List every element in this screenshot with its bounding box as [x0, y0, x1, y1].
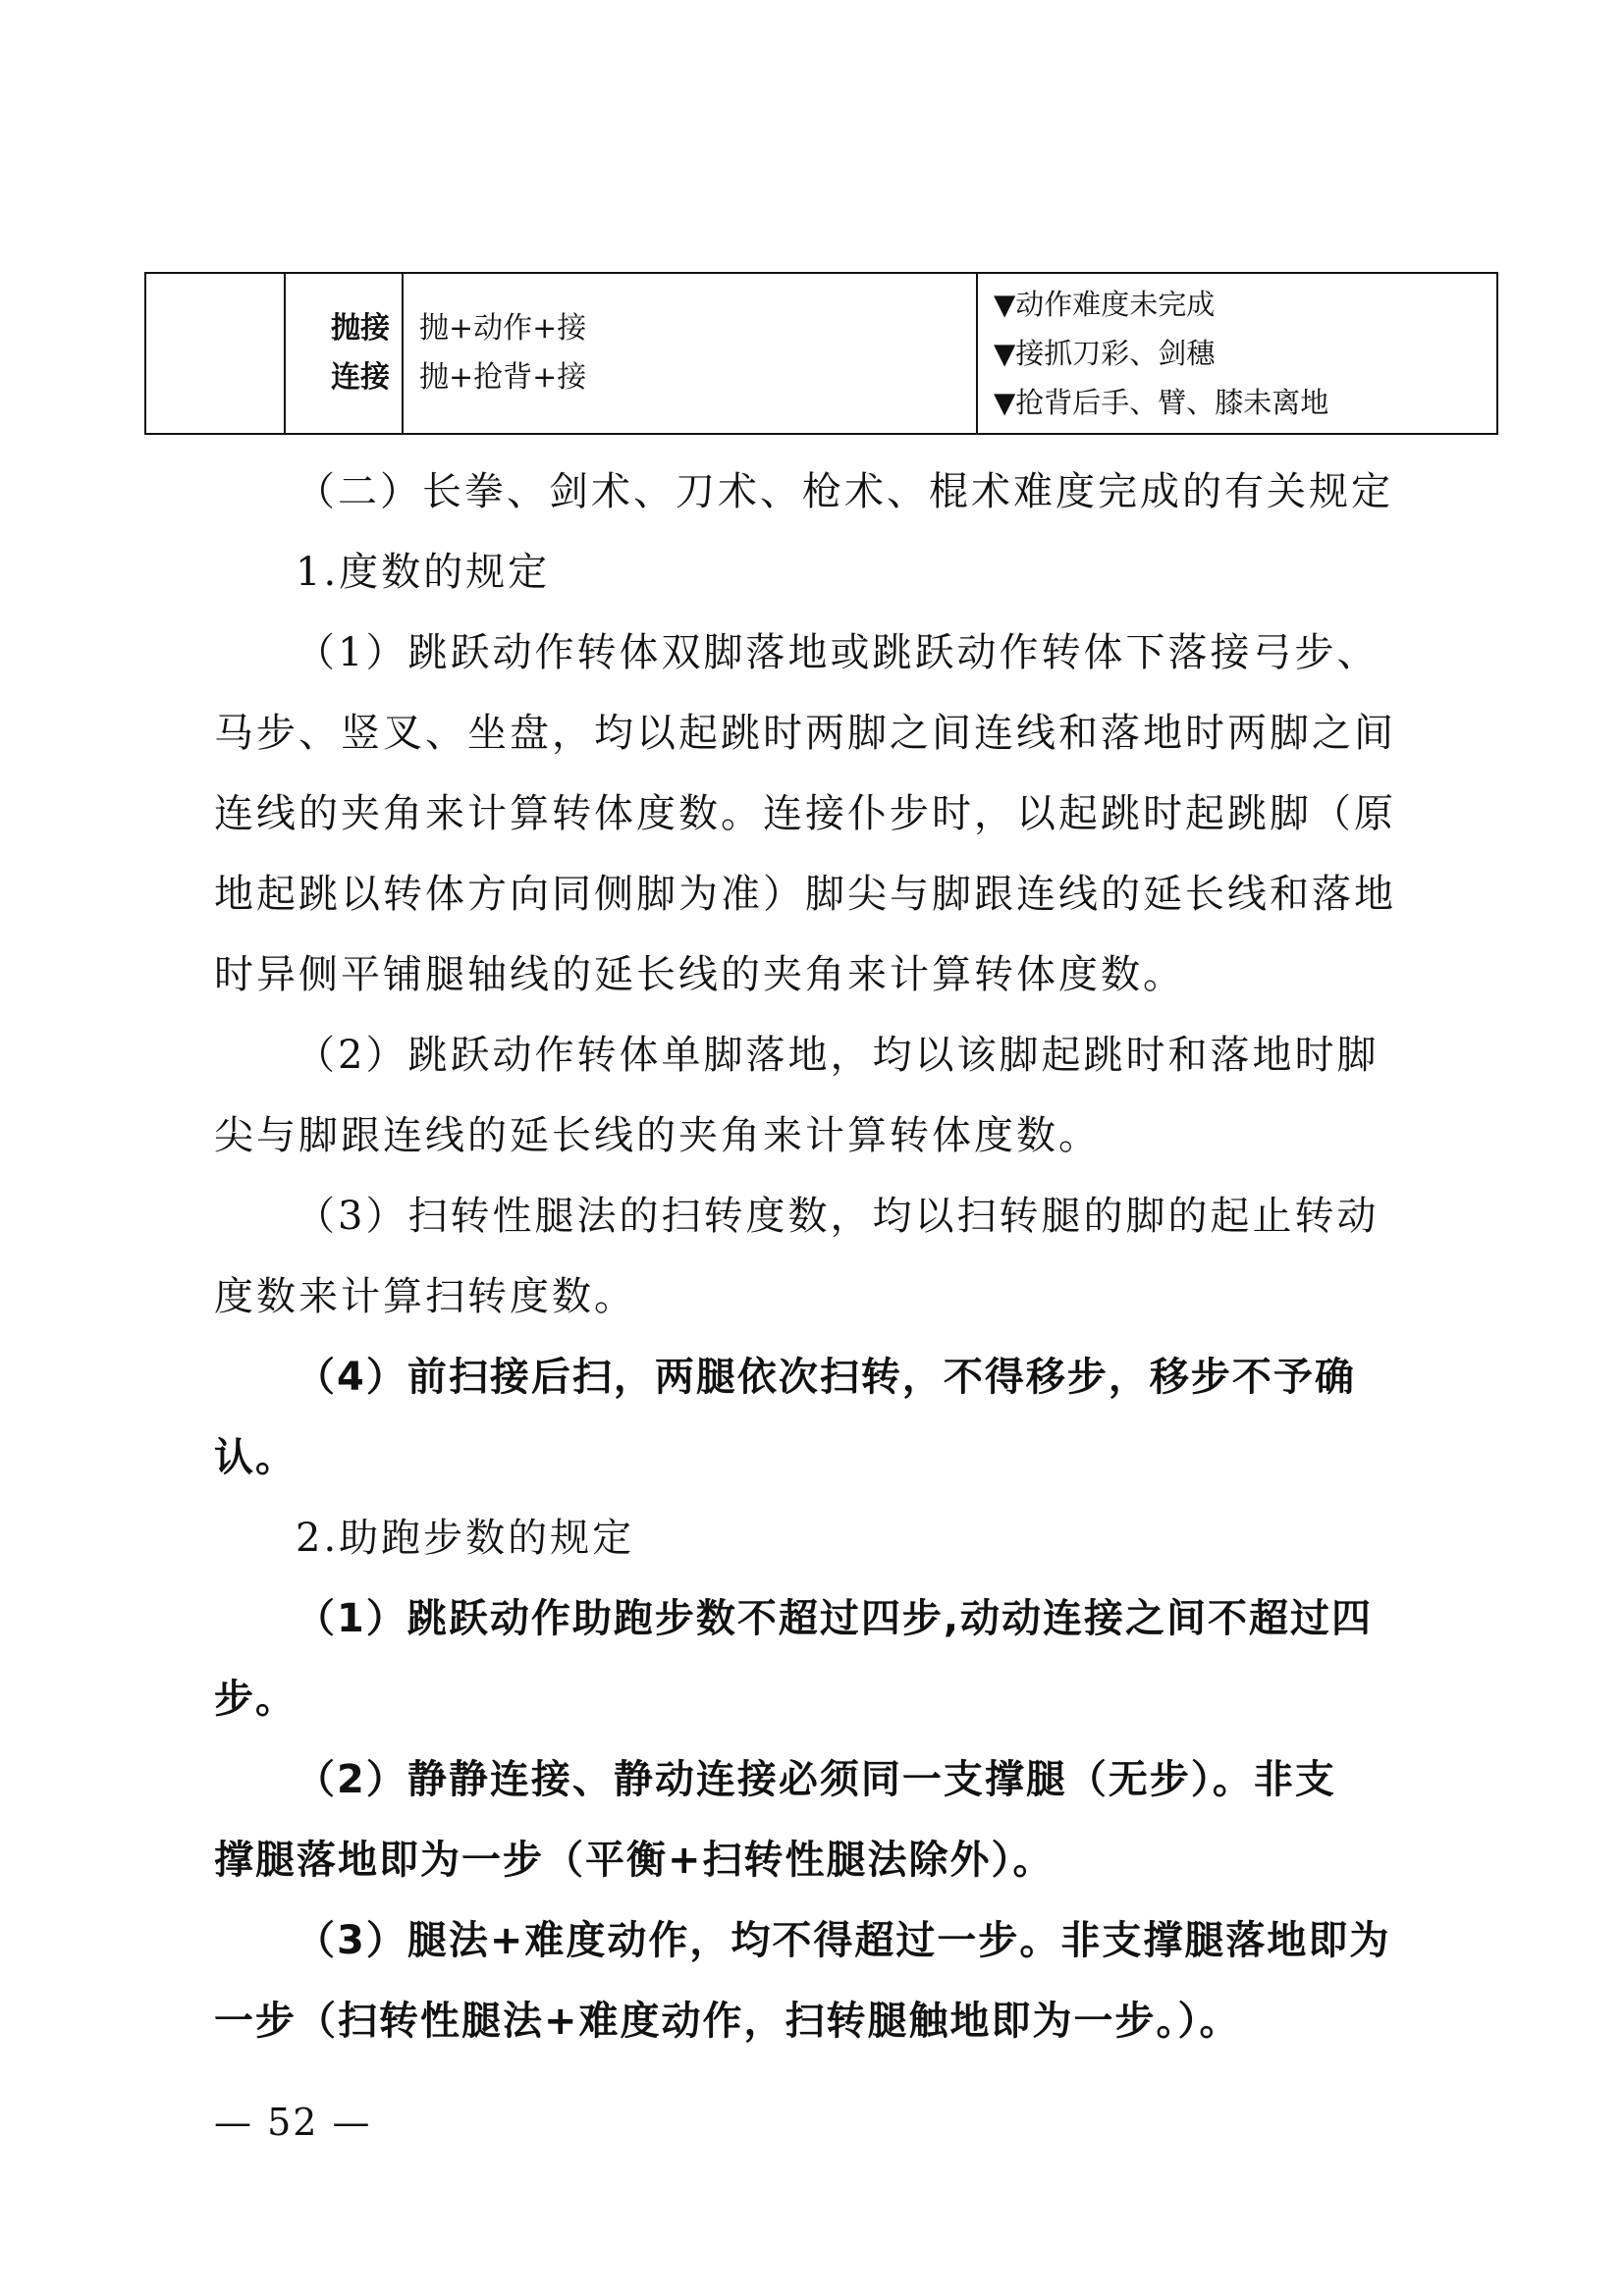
category-line: 抛接: [331, 311, 390, 346]
paragraph-degrees-4: （4）前扫接后扫，两腿依次扫转，不得移步，移步不予确 认。: [214, 1355, 1356, 1480]
table-cell-actions: [403, 273, 977, 434]
paragraph-degrees-2: （2）跳跃动作转体单脚落地，均以该脚起跳时和落地时脚 尖与脚跟连线的延长线的夹角来计算转体度数。: [214, 1033, 1380, 1158]
subsection-title-degrees: 1.度数的规定: [296, 550, 551, 595]
table-cell-empty: [145, 273, 285, 434]
paragraph-degrees-3: （3）扫转性腿法的扫转度数，均以扫转腿的脚的起止转动 度数来计算扫转度数。: [214, 1194, 1380, 1319]
table-cell-criteria: [977, 273, 1497, 434]
paragraph-degrees-1: （1）跳跃动作转体双脚落地或跳跃动作转体下落接弓步、 马步、竖叉、坐盘，均以起跳时两脚之间连线和落地时两脚之间 连线的夹角来计算转体度数。连接仆步时，以起跳时起跳脚（原 地起跳以转体方向同侧脚为准）脚尖与脚跟连线的延长线和落地 时异侧平铺腿轴线的延长线的夹角来计算转体度数。: [214, 630, 1396, 997]
page-number: — 52 —: [214, 2101, 372, 2144]
section-heading: （二）长拳、剑术、刀术、枪术、棍术难度完成的有关规定: [296, 469, 1393, 514]
paragraph-runup-3: （3）腿法+难度动作，均不得超过一步。非支撑腿落地即为 一步（扫转性腿法+难度动作，扫转腿触地即为一步。）。: [214, 1918, 1391, 2044]
action-line: 抛+动作+接: [419, 311, 587, 346]
action-line: 抛+抢背+接: [419, 360, 587, 395]
table-cell-category: [285, 273, 403, 434]
rules-table-fragment: [144, 272, 1498, 435]
table-row: [145, 273, 1497, 434]
criteria-line: ▼动作难度未完成: [994, 288, 1216, 321]
document-body: [214, 452, 1432, 2061]
paragraph-runup-2: （2）静静连接、静动连接必须同一支撑腿（无步）。非支 撑腿落地即为一步（平衡+扫转性腿法除外）。: [214, 1757, 1336, 1883]
category-line: 连接: [331, 360, 390, 395]
criteria-line: ▼抢背后手、臂、膝未离地: [994, 386, 1329, 419]
subsection-title-runup: 2.助跑步数的规定: [296, 1516, 635, 1561]
paragraph-runup-1: （1）跳跃动作助跑步数不超过四步,动动连接之间不超过四 步。: [214, 1596, 1374, 1722]
criteria-line: ▼接抓刀彩、剑穗: [994, 337, 1216, 370]
